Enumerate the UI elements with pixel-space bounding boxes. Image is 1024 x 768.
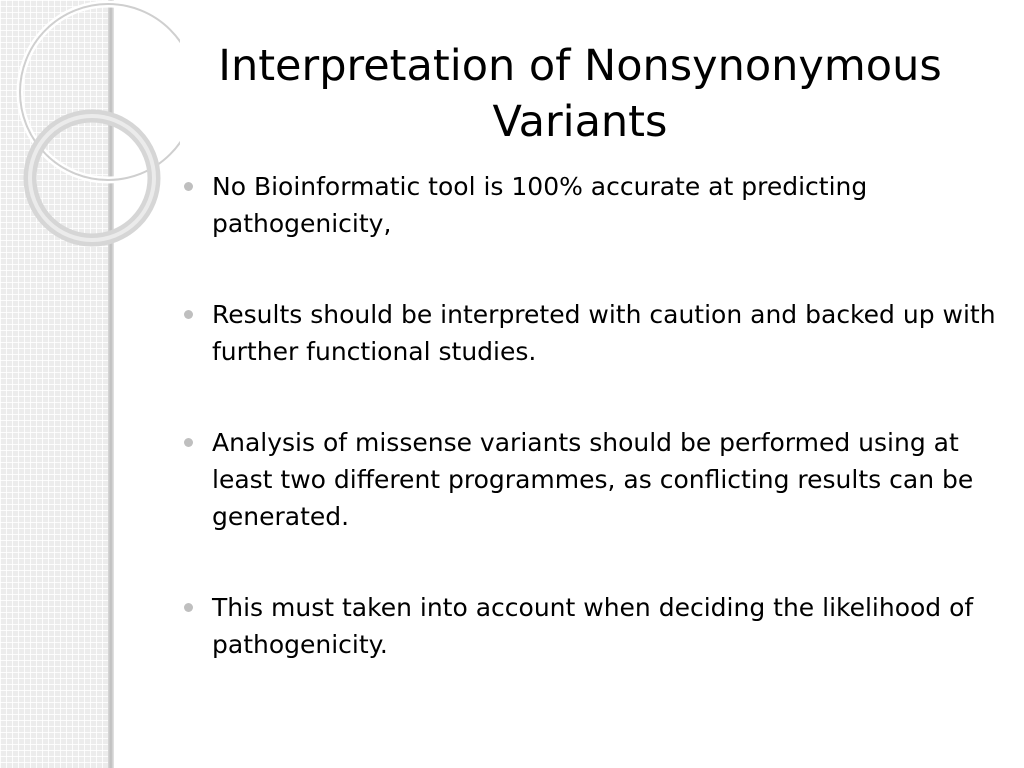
bullet-text: No Bioinformatic tool is 100% accurate at predicting pathogenicity, bbox=[212, 172, 868, 238]
slide-title: Interpretation of Nonsynonymous Variants bbox=[218, 41, 942, 147]
bullet-dot-icon bbox=[184, 438, 193, 447]
bullet-item bbox=[184, 168, 1004, 242]
bullet-item bbox=[184, 424, 1004, 535]
bullet-dot-icon bbox=[184, 310, 193, 319]
bullet-list bbox=[184, 168, 1004, 663]
bullet-text: This must taken into account when deciding the likelihood of pathogenicity. bbox=[212, 593, 974, 659]
bullet-item bbox=[184, 589, 1004, 663]
bullet-text: Analysis of missense variants should be performed using at least two different programmes, as conflicting results can be generated. bbox=[212, 428, 974, 531]
bullet-dot-icon bbox=[184, 182, 193, 191]
bullet-text: Results should be interpreted with caution and backed up with further functional studies. bbox=[212, 300, 996, 366]
bullet-dot-icon bbox=[184, 603, 193, 612]
bullet-item bbox=[184, 296, 1004, 370]
